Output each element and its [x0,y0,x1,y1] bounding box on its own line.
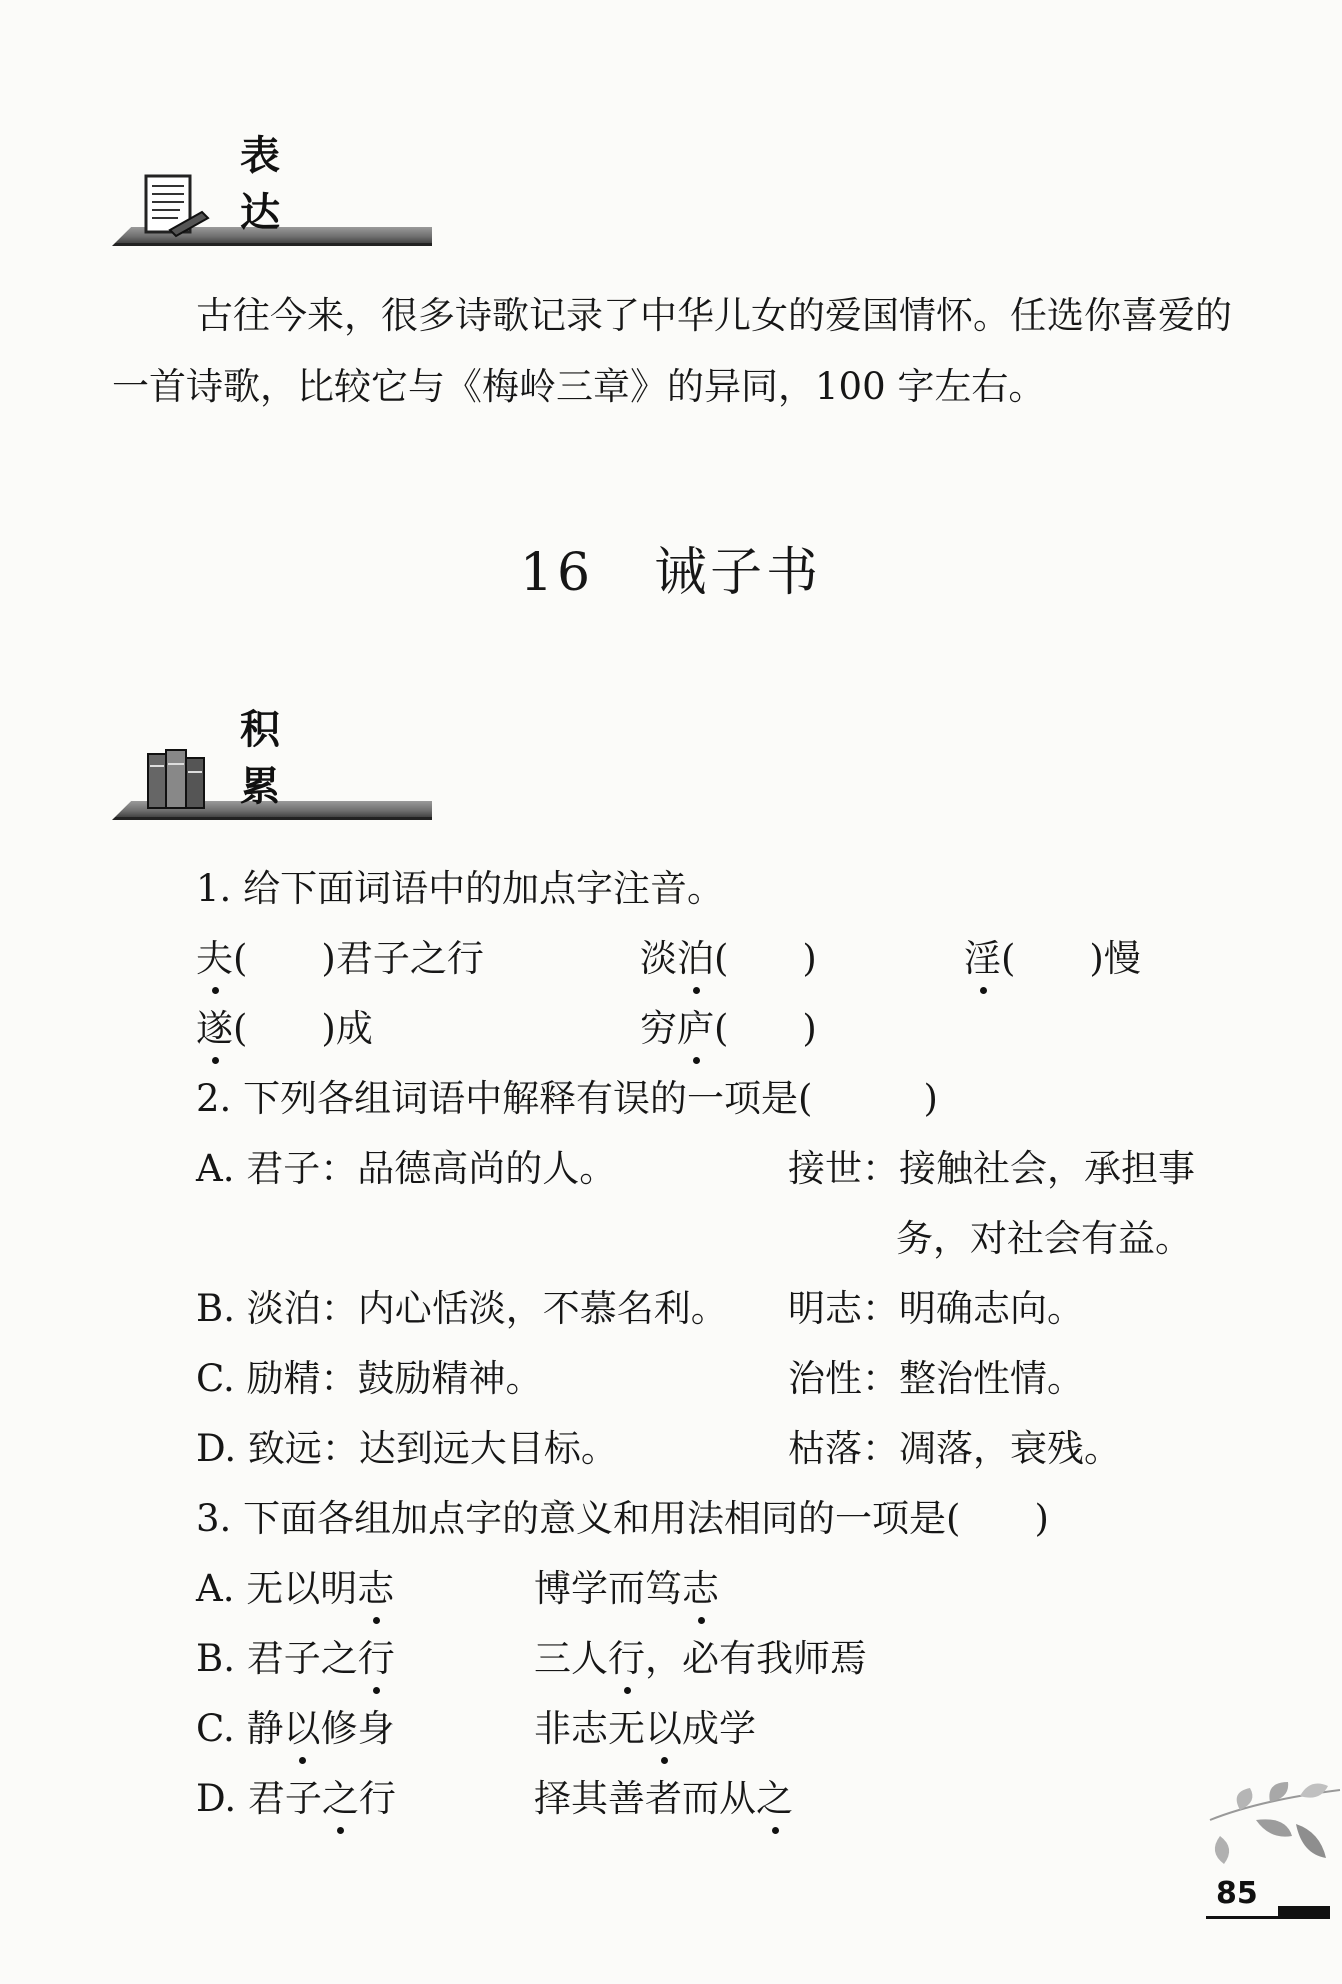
expression-prompt: 古往今来，很多诗歌记录了中华儿女的爱国情怀。任选你喜爱的一首诗歌，比较它与《梅岭三章》的异同，100 字左右。 [112,294,1232,408]
q3-text: 成学 [682,1707,756,1750]
q1-item-text: ( ) [714,1007,817,1050]
q3-option-right [534,1768,793,1822]
dotted-char: 泊 [677,928,714,982]
q1-item-text: 穷 [640,1007,677,1050]
q2-option-left: A. 君子：品德高尚的人。 [196,1147,617,1190]
section-label: 表 达 [240,133,316,236]
q1-item-text: ( )成 [233,1007,373,1050]
q1-item [964,928,1141,982]
leaves-decoration-icon [1200,1780,1342,1890]
q3-text: 择其善者而从 [534,1777,756,1820]
page-number-rule [1206,1916,1330,1919]
q1-item-text: 淡 [640,937,677,980]
q2-option-right: 治性：整治性情。 [788,1357,1084,1400]
q1-item [640,998,817,1052]
lesson-name: 诫子书 [654,543,823,603]
lesson-number: 16 [519,543,595,603]
q3-text: C. 静 [196,1707,284,1750]
q3-text: 三人 [534,1637,608,1680]
q1-stem: 1. 给下面词语中的加点字注音。 [196,867,725,910]
q3-text: D. 君子 [196,1777,322,1820]
q3-option-right [534,1558,719,1612]
q2-option-left: D. 致远：达到远大目标。 [196,1427,618,1470]
section-label: 积 累 [240,707,316,810]
q3-option-left [196,1628,395,1682]
books-icon [140,746,210,814]
lesson-title [0,530,1342,605]
q1-item-text: ( )君子之行 [233,937,484,980]
page-number-block [1278,1906,1330,1916]
q2-stem: 2. 下列各组词语中解释有误的一项是( ) [196,1077,938,1120]
q1-item-text: ( ) [714,937,817,980]
q3-text: 非志无 [534,1707,645,1750]
q1-item [640,928,817,982]
q1-item [196,928,484,982]
q2-option-left: B. 淡泊：内心恬淡，不慕名利。 [196,1287,728,1330]
dotted-char: 遂 [196,998,233,1052]
dotted-char: 行 [608,1628,645,1682]
q3-text: 行 [358,1777,396,1820]
q3-option-left [196,1698,395,1752]
q3-text: ，必有我师焉 [645,1637,867,1680]
dotted-char: 之 [322,1768,359,1822]
section-header-accumulation [112,707,432,820]
dotted-char: 以 [284,1698,321,1752]
dotted-char: 淫 [964,928,1001,982]
q1-item-text: ( )慢 [1001,937,1141,980]
q3-option-left [196,1768,396,1822]
dotted-char: 庐 [677,998,714,1052]
q2-option-right-cont: 务，对社会有益。 [896,1217,1192,1260]
q3-option-right [534,1698,756,1752]
q1-item [196,998,373,1052]
q3-stem: 3. 下面各组加点字的意义和用法相同的一项是( ) [196,1497,1049,1540]
q3-text: A. 无以明 [196,1567,358,1610]
dotted-char: 志 [682,1558,719,1612]
dotted-char: 之 [756,1768,793,1822]
q3-text: 博学而笃 [534,1567,682,1610]
q2-option-right: 接世：接触社会，承担事 [788,1147,1195,1190]
page-number: 85 [1216,1876,1258,1911]
q2-option-left: C. 励精：鼓励精神。 [196,1357,543,1400]
dotted-char: 以 [645,1698,682,1752]
dotted-char: 夫 [196,928,233,982]
q3-text: 修身 [320,1707,395,1750]
q2-option-right: 明志：明确志向。 [788,1287,1084,1330]
notebook-pen-icon [140,172,210,240]
section-header-expression [112,133,432,246]
dotted-char: 志 [357,1558,394,1612]
q3-text: B. 君子之 [196,1637,358,1680]
q3-option-left [196,1558,394,1612]
q2-option-right: 枯落：凋落，衰残。 [788,1427,1121,1470]
dotted-char: 行 [358,1628,395,1682]
q3-option-right [534,1628,867,1682]
